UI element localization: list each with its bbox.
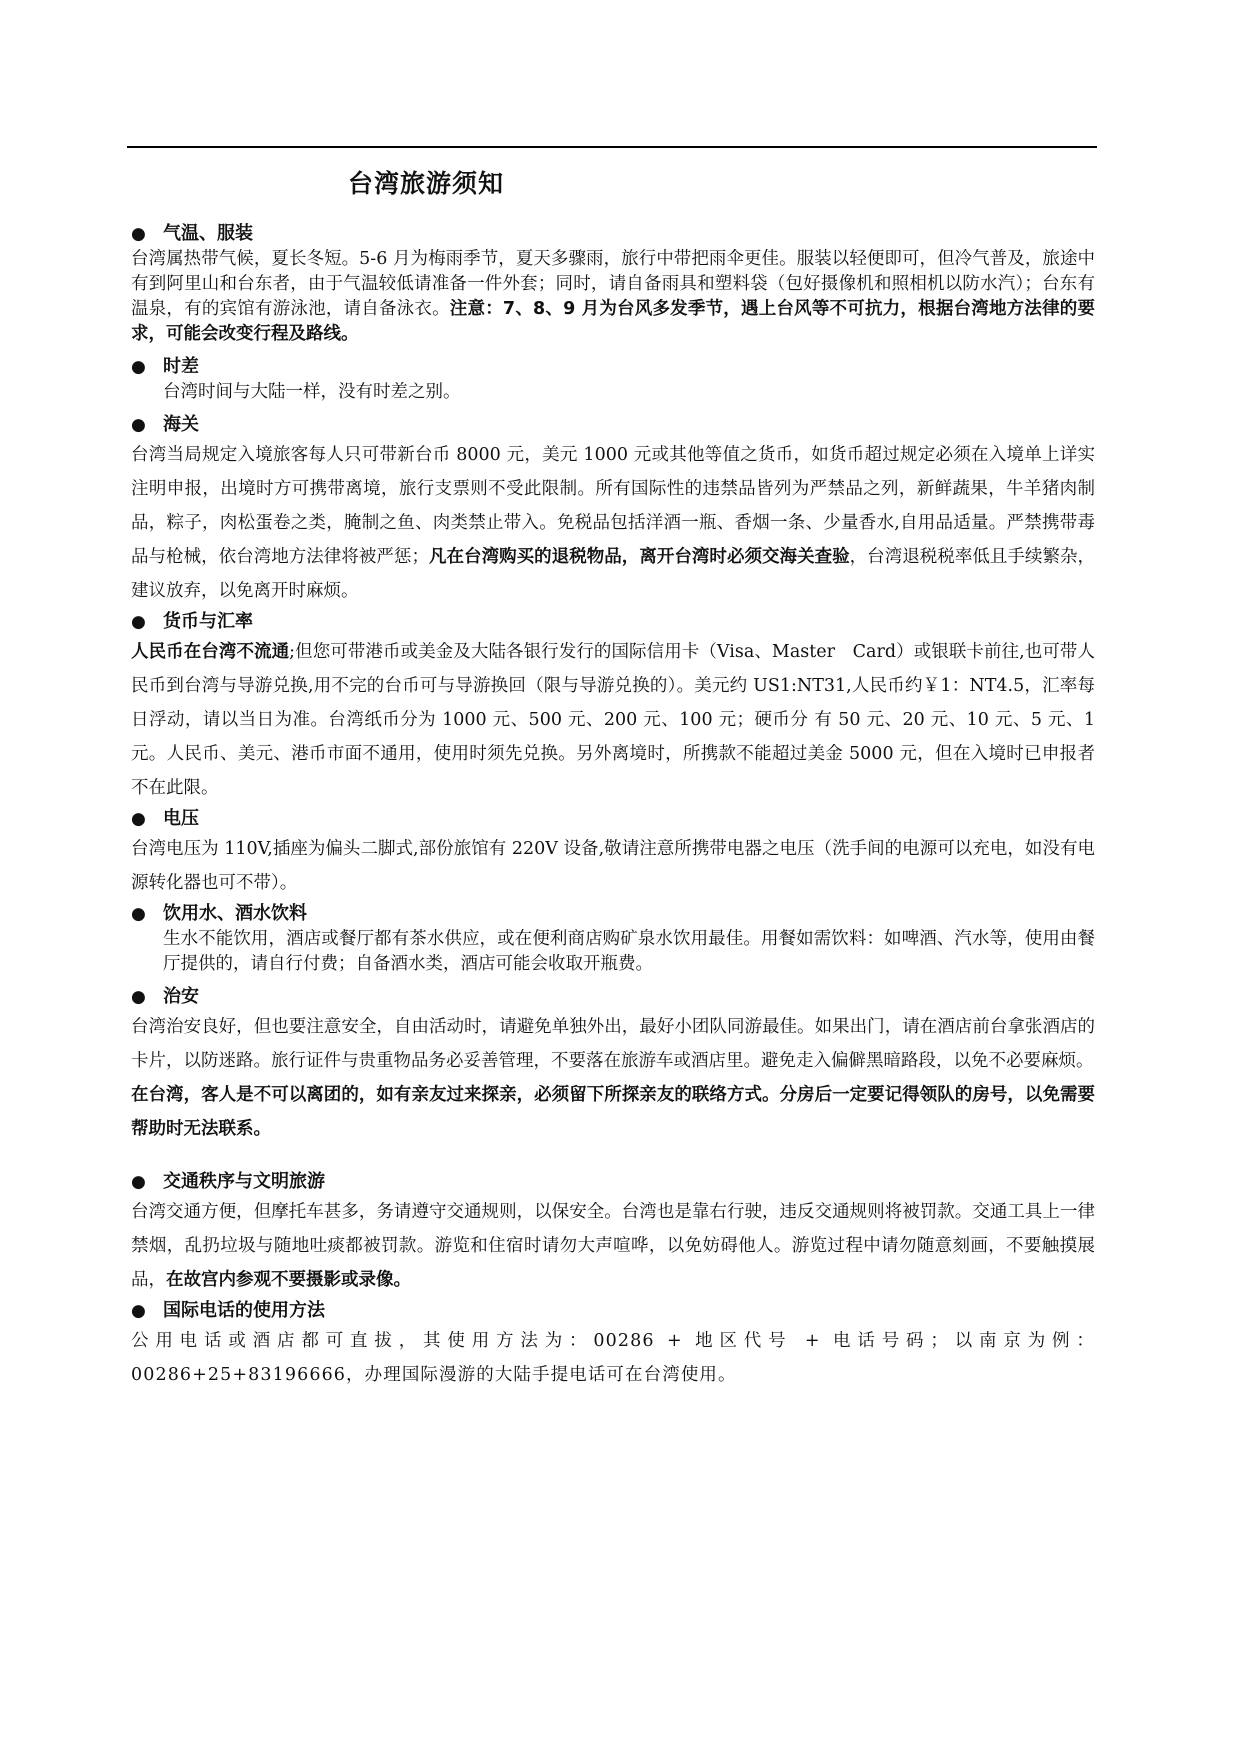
bullet-icon: ● [131, 357, 146, 377]
section-body-security: 台湾治安良好，但也要注意安全，自由活动时，请避免单独外出，最好小团队同游最佳。如果出门，请在酒店前台拿张酒店的卡片，以防迷路。旅行证件与贵重物品务必妥善管理，不要落在旅游车或酒店里。避免走入偏僻黑暗路段，以免不必要麻烦。 [131, 1017, 1095, 1071]
bullet-icon: ● [131, 987, 146, 1007]
bullet-icon: ● [131, 612, 146, 632]
section-heading-text: 饮用水、酒水饮料 [163, 903, 307, 924]
bullet-icon: ● [131, 415, 146, 435]
section-heading-text: 交通秩序与文明旅游 [163, 1171, 325, 1192]
section-heading-currency [131, 608, 1095, 635]
bullet-icon: ● [131, 1301, 146, 1321]
section-heading-customs [131, 411, 1095, 438]
bullet-icon: ● [131, 904, 146, 924]
document-body [131, 220, 1095, 1392]
section-body-voltage: 台湾电压为 110V,插座为偏头二脚式,部份旅馆有 220V 设备,敬请注意所携带电器之电压（洗手间的电源可以充电，如没有电源转化器也可不带）。 [131, 839, 1095, 893]
section-body-time-difference: 台湾时间与大陆一样，没有时差之别。 [163, 382, 461, 402]
section-heading-voltage [131, 805, 1095, 832]
section-heading-drinks [131, 900, 1095, 927]
section-body-customs: 台湾当局规定入境旅客每人只可带新台币 8000 元，美元 1000 元或其他等值之货币，如货币超过规定必须在入境单上详实注明申报，出境时方可携带离境，旅行支票则不受此限制。所有国际性的违禁品皆列为严禁品之列，新鲜蔬果，牛羊猪肉制品，粽子，肉松蛋卷之类，腌制之鱼、肉类禁止带入。免税品包括洋酒一瓶、香烟一条、少量香水,自用品适量。严禁携带毒品与枪械，依台湾地方法律将被严惩；凡在台湾购买的退税物品，离开台湾时必须交海关查验，台湾退税税率低且手续繁杂，建议放弃，以免离开时麻烦。 [131, 445, 1096, 601]
bullet-icon: ● [131, 1172, 146, 1192]
section-body-traffic: 台湾交通方便，但摩托车甚多，务请遵守交通规则，以保安全。台湾也是靠右行驶，违反交通规则将被罚款。交通工具上一律禁烟，乱扔垃圾与随地吐痰都被罚款。游览和住宿时请勿大声喧哗，以免妨碍他人。游览过程中请勿随意刻画，不要触摸展品，在故宫内参观不要摄影或录像。 [131, 1202, 1095, 1290]
section-heading-text: 时差 [163, 356, 199, 377]
section-body-security-notice: 在台湾，客人是不可以离团的，如有亲友过来探亲，必须留下所探亲友的联络方式。分房后一定要记得领队的房号，以免需要帮助时无法联系。 [131, 1085, 1095, 1139]
section-heading-text: 海关 [163, 414, 199, 435]
section-heading-text: 电压 [163, 808, 199, 829]
section-body-drinks: 生水不能饮用，酒店或餐厅都有茶水供应，或在便利商店购矿泉水饮用最佳。用餐如需饮料：如啤酒、汽水等，使用由餐厅提供的，请自行付费；自备酒水类，酒店可能会收取开瓶费。 [163, 929, 1095, 974]
section-heading-security [131, 983, 1095, 1010]
bullet-icon: ● [131, 224, 146, 244]
section-heading-phone [131, 1297, 1095, 1324]
section-heading-time-difference [131, 353, 1095, 380]
page-title: 台湾旅游须知 [348, 169, 505, 198]
section-heading-text: 治安 [163, 986, 199, 1007]
section-heading-text: 国际电话的使用方法 [163, 1300, 325, 1321]
section-heading-climate [131, 220, 1095, 247]
section-body-climate: 台湾属热带气候，夏长冬短。5-6 月为梅雨季节，夏天多骤雨，旅行中带把雨伞更佳。服装以轻便即可，但冷气普及，旅途中有到阿里山和台东者，由于气温较低请准备一件外套；同时，请自备雨具和塑料袋（包好摄像机和照相机以防水汽）；台东有温泉，有的宾馆有游泳池，请自备泳衣。注意：7、8、9 月为台风多发季节，遇上台风等不可抗力，根据台湾地方法律的要求，可能会改变行程及路线。 [131, 249, 1095, 344]
section-body-phone: 公用电话或酒店都可直拔，其使用方法为：00286 + 地区代号 + 电话号码；以南京为例：00286+25+83196666，办理国际漫游的大陆手提电话可在台湾使用。 [131, 1331, 1095, 1385]
header-rule [127, 146, 1097, 148]
bullet-icon: ● [131, 809, 146, 829]
section-heading-text: 气温、服装 [163, 223, 253, 244]
section-heading-text: 货币与汇率 [163, 611, 253, 632]
section-heading-traffic [131, 1168, 1095, 1195]
section-body-currency: 人民币在台湾不流通;但您可带港币或美金及大陆各银行发行的国际信用卡（Visa、Master Card）或银联卡前往,也可带人民币到台湾与导游兑换,用不完的台币可与导游换回（限与导游兑换的）。美元约 US1:NT31,人民币约￥1：NT4.5，汇率每日浮动，请以当日为准。台湾纸币分为 1000 元、500 元、200 元、100 元；硬币分 有 50 元、20 元、10 元、5 元、1 元。人民币、美元、港币市面不通用，使用时须先兑换。另外离境时，所携款不能超过美金 5000 元，但在入境时已申报者不在此限。 [131, 642, 1095, 798]
spacer [131, 1146, 1095, 1168]
